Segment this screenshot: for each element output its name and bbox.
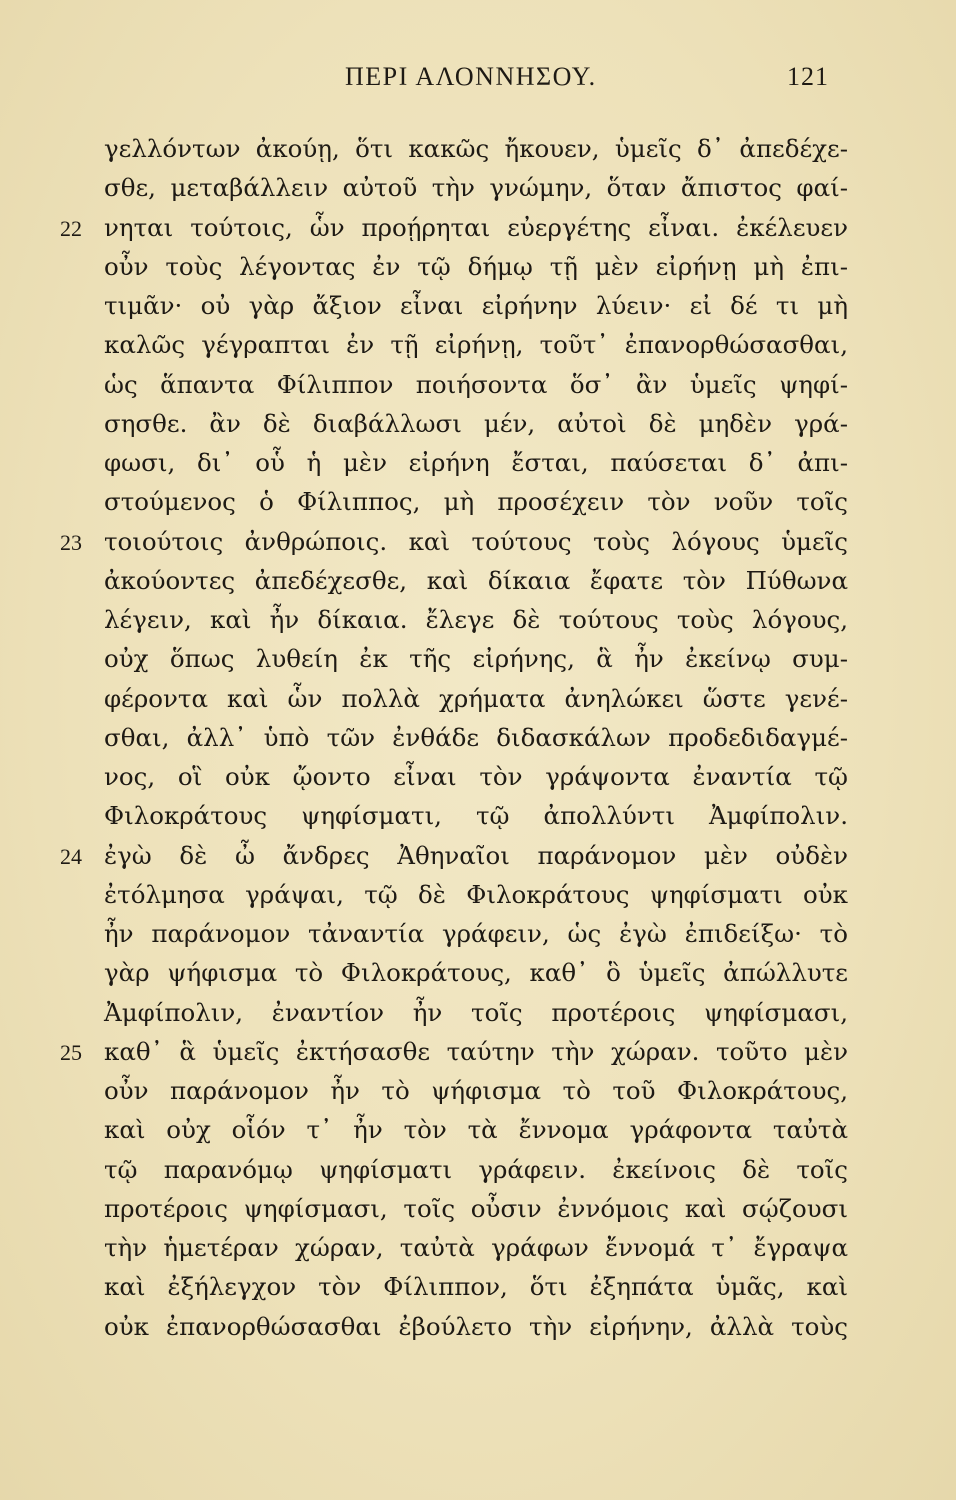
line-text: καὶ οὐχ οἷόν τ᾽ ἦν τὸν τὰ ἔννομα γράφοντα ταὐτὰ bbox=[104, 1115, 848, 1145]
line-text: καθ᾽ ἃ ὑμεῖς ἐκτήσασθε ταύτην τὴν χώραν. τοῦτο μὲν bbox=[104, 1036, 848, 1066]
line-text: προτέροις ψηφίσμασι, τοῖς οὖσιν ἐννόμοις καὶ σῴζουσι bbox=[104, 1193, 848, 1223]
line-text: τοιούτοις ἀνθρώποις. καὶ τούτους τοὺς λόγους ὑμεῖς bbox=[104, 526, 848, 556]
line-text: λέγειν, καὶ ἦν δίκαια. ἔλεγε δὲ τούτους τοὺς λόγους, bbox=[104, 605, 848, 634]
text-line bbox=[0, 131, 956, 170]
text-line bbox=[0, 210, 956, 249]
line-text: νηται τούτοις, ὧν προῄρηται εὐεργέτης εἶναι. ἐκέλευεν bbox=[104, 212, 848, 242]
line-text: ἀκούοντες ἀπεδέχεσθε, καὶ δίκαια ἔφατε τὸν Πύθωνα bbox=[104, 565, 848, 595]
text-line bbox=[0, 955, 956, 994]
text-line bbox=[0, 995, 956, 1034]
section-number: 22 bbox=[60, 215, 82, 241]
line-text: τιμᾶν· οὐ γὰρ ἄξιον εἶναι εἰρήνην λύειν· εἰ δέ τι μὴ bbox=[104, 291, 848, 320]
line-text: σησθε. ἂν δὲ διαβάλλωσι μέν, αὐτοὶ δὲ μηδὲν γρά- bbox=[104, 408, 848, 438]
line-text: φέροντα καὶ ὧν πολλὰ χρήματα ἀνηλώκει ὥστε γενέ- bbox=[104, 683, 848, 713]
line-text: ὡς ἅπαντα Φίλιππον ποιήσοντα ὅσ᾽ ἂν ὑμεῖς ψηφί- bbox=[104, 369, 848, 399]
text-line bbox=[0, 1073, 956, 1112]
line-text: νος, οἳ οὐκ ᾤοντο εἶναι τὸν γράψοντα ἐναντία τῷ bbox=[104, 762, 848, 791]
line-text: οὐχ ὅπως λυθείη ἐκ τῆς εἰρήνης, ἃ ἦν ἐκείνῳ συμ- bbox=[104, 644, 848, 674]
text-line bbox=[0, 249, 956, 288]
line-text: ἦν παράνομον τἀναντία γράφειν, ὡς ἐγὼ ἐπιδείξω· τὸ bbox=[104, 919, 848, 948]
text-line bbox=[0, 170, 956, 209]
text-line bbox=[0, 1230, 956, 1269]
section-number: 23 bbox=[60, 529, 82, 555]
line-text: ἐγὼ δὲ ὦ ἄνδρες Ἀθηναῖοι παράνομον μὲν οὐδὲν bbox=[104, 840, 848, 870]
text-line bbox=[0, 406, 956, 445]
line-text: γὰρ ψήφισμα τὸ Φιλοκράτους, καθ᾽ ὃ ὑμεῖς ἀπώλλυτε bbox=[104, 958, 848, 988]
line-text: σθε, μεταβάλλειν αὐτοῦ τὴν γνώμην, ὅταν ἄπιστος φαί- bbox=[104, 173, 848, 203]
text-line bbox=[0, 759, 956, 798]
page-header bbox=[0, 62, 956, 102]
line-text: φωσι, δι᾽ οὗ ἡ μὲν εἰρήνη ἔσται, παύσεται δ᾽ ἀπι- bbox=[104, 448, 848, 477]
text-line bbox=[0, 1309, 956, 1348]
text-line bbox=[0, 916, 956, 955]
line-text: καλῶς γέγραπται ἐν τῇ εἰρήνῃ, τοῦτ᾽ ἐπανορθώσασθαι, bbox=[104, 330, 848, 360]
text-line bbox=[0, 484, 956, 523]
line-text: Ἀμφίπολιν, ἐναντίον ἦν τοῖς προτέροις ψηφίσμασι, bbox=[104, 997, 848, 1027]
line-text: καὶ ἐξήλεγχον τὸν Φίλιππον, ὅτι ἐξηπάτα ὑμᾶς, καὶ bbox=[104, 1272, 848, 1302]
line-text: Φιλοκράτους ψηφίσματι, τῷ ἀπολλύντι Ἀμφίπολιν. bbox=[104, 801, 848, 831]
text-line bbox=[0, 877, 956, 916]
text-line bbox=[0, 720, 956, 759]
text-line bbox=[0, 1191, 956, 1230]
text-line bbox=[0, 327, 956, 366]
text-line bbox=[0, 524, 956, 563]
text-line bbox=[0, 1269, 956, 1308]
text-line bbox=[0, 681, 956, 720]
line-text: τὴν ἡμετέραν χώραν, ταὐτὰ γράφων ἔννομά τ᾽ ἔγραψα bbox=[104, 1233, 848, 1262]
line-text: σθαι, ἀλλ᾽ ὑπὸ τῶν ἐνθάδε διδασκάλων προδεδιδαγμέ- bbox=[104, 722, 848, 752]
text-line bbox=[0, 288, 956, 327]
section-number: 25 bbox=[60, 1039, 82, 1065]
text-line bbox=[0, 1112, 956, 1151]
text-line bbox=[0, 602, 956, 641]
line-text: στούμενος ὁ Φίλιππος, μὴ προσέχειν τὸν νοῦν τοῖς bbox=[104, 487, 848, 517]
line-text: ἐτόλμησα γράψαι, τῷ δὲ Φιλοκράτους ψηφίσματι οὐκ bbox=[104, 879, 848, 909]
text-line bbox=[0, 838, 956, 877]
line-text: οὖν παράνομον ἦν τὸ ψήφισμα τὸ τοῦ Φιλοκράτους, bbox=[104, 1076, 848, 1105]
line-text: τῷ παρανόμῳ ψηφίσματι γράφειν. ἐκείνοις δὲ τοῖς bbox=[104, 1154, 848, 1184]
text-line bbox=[0, 1034, 956, 1073]
line-text: γελλόντων ἀκούῃ, ὅτι κακῶς ἤκουεν, ὑμεῖς δ᾽ ἀπεδέχε- bbox=[104, 134, 848, 163]
line-text: οὖν τοὺς λέγοντας ἐν τῷ δήμῳ τῇ μὲν εἰρήνῃ μὴ ἐπι- bbox=[104, 251, 848, 281]
text-line bbox=[0, 1152, 956, 1191]
body-text bbox=[0, 131, 956, 1348]
text-line bbox=[0, 445, 956, 484]
text-line bbox=[0, 641, 956, 680]
page-number: 121 bbox=[787, 62, 829, 91]
text-line bbox=[0, 367, 956, 406]
text-line bbox=[0, 563, 956, 602]
text-line bbox=[0, 798, 956, 837]
section-number: 24 bbox=[60, 843, 82, 869]
line-text: οὐκ ἐπανορθώσασθαι ἐβούλετο τὴν εἰρήνην, ἀλλὰ τοὺς bbox=[104, 1311, 848, 1341]
running-title: ΠΕΡΙ ΑΛΟΝΝΗΣΟΥ. bbox=[345, 62, 597, 91]
